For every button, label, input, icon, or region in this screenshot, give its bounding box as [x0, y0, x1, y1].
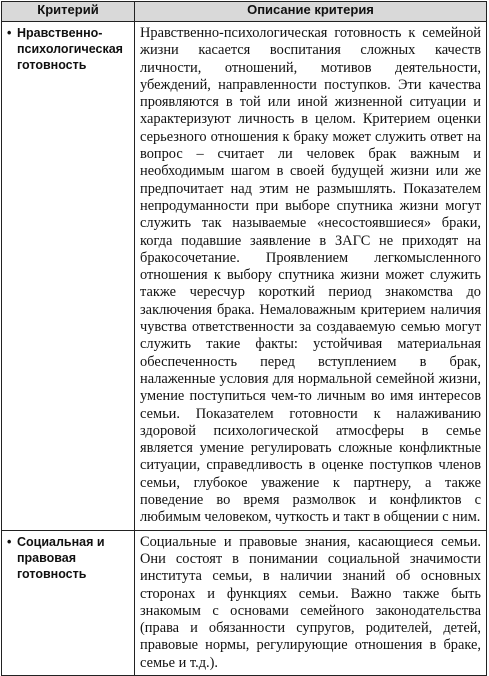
criterion-cell	[2, 22, 135, 531]
bullet-icon: •	[7, 26, 12, 40]
header-description: Описание критерия	[135, 2, 487, 22]
bullet-icon: •	[7, 534, 12, 549]
table-row	[2, 530, 487, 675]
table-row	[2, 22, 487, 531]
description-cell: Социальные и правовые знания, касающиеся семьи. Они состоят в понимании социальной значимости института семьи, в наличии знаний об основных сторонах и функциях семьи. Важно также быть знакомым с основами семейного законодательства (права и обязанности супругов, родителей, детей, правовые нормы, регулирующие отношения в браке, семье и т.д.).	[135, 530, 487, 675]
criterion-cell	[2, 530, 135, 675]
table-header-row	[2, 2, 487, 22]
criterion-label: Нравственно-психологическая готовность	[17, 26, 123, 72]
description-cell: Нравственно-психологическая готовность к семейной жизни касается воспитания сложных качеств личности, отношений, мотивов деятельности, убеждений, направленности поступков. Эти качества проявляются в той или иной жизненной ситуации и характеризуют личность в целом. Критерием оценки серьезного отношения к браку может служить ответ на вопрос – считает ли человек брак важным и необходимым шагом в своей будущей жизни или же предпочитает над этим не размышлять. Показателем непродуманности при выборе спутника жизни могут служить так называемые «несостоявшиеся» браки, когда подавшие заявление в ЗАГС не приходят на бракосочетание. Проявлением легкомысленного отношения к выбору спутника жизни может служить также чересчур короткий период знакомства до заключения брака. Немаловажным критерием наличия чувства ответственности за создаваемую семью могут служить такие факты: устойчивая материальная обеспеченность перед вступлением в брак, налаженные условия для нормальной семейной жизни, умение поступиться чем-то личным во имя интересов семьи. Показателем готовности к налаживанию здоровой психологической атмосферы в семье является умение регулировать сложные конфликтные ситуации, справедливость в оценке поступков членов семьи, глубокое уважение к партнеру, а также поведение во время размолвок и конфликтов с любимым человеком, чуткость и такт в общении с ним.	[135, 22, 487, 531]
header-criterion: Критерий	[2, 2, 135, 22]
criteria-table	[1, 1, 487, 676]
criterion-label: Социальная и правовая готовность	[17, 534, 105, 581]
